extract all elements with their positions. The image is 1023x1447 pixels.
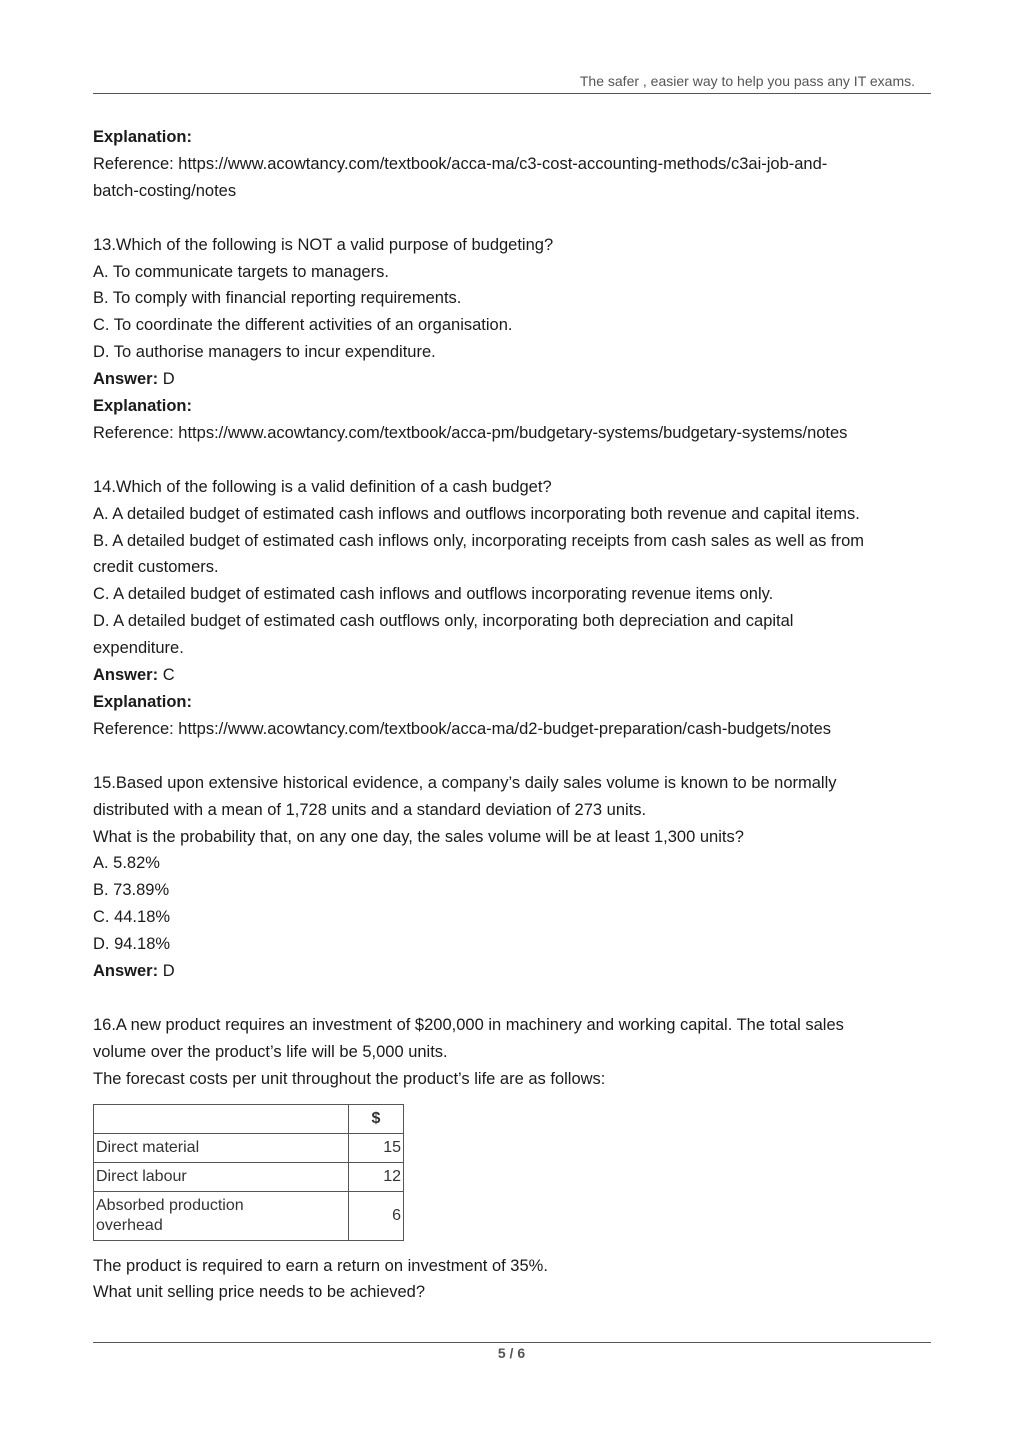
- q14-option-b-line1: B. A detailed budget of estimated cash inflows only, incorporating receipts from cash sales as well as from: [93, 531, 864, 550]
- q13-question: 13.Which of the following is NOT a valid purpose of budgeting?: [93, 235, 554, 254]
- q14-answer-label: Answer:: [93, 666, 159, 685]
- q15-answer: [93, 958, 938, 985]
- table-cell-label-line2: overhead: [96, 1216, 163, 1234]
- table-header-currency: $: [349, 1104, 404, 1133]
- q13-option-a: A. To communicate targets to managers.: [93, 262, 389, 281]
- cost-table: [93, 1104, 404, 1241]
- q16-question-line3: The forecast costs per unit throughout the product’s life are as follows:: [93, 1069, 606, 1088]
- q15-question-line1: 15.Based upon extensive historical evidence, a company’s daily sales volume is known to be normally: [93, 773, 837, 792]
- q16-question-line2: volume over the product’s life will be 5,000 units.: [93, 1042, 448, 1061]
- table-cell-label: Direct material: [94, 1133, 349, 1162]
- q13-answer-value: D: [158, 370, 175, 389]
- page-indicator: 5 / 6: [497, 1345, 526, 1361]
- q14-explanation-label: Explanation:: [93, 693, 193, 711]
- q14-answer-value: C: [158, 666, 175, 685]
- header-tagline: The safer , easier way to help you pass any IT exams.: [579, 73, 915, 89]
- q13-option-b: B. To comply with financial reporting requirements.: [93, 289, 462, 308]
- q14-option-d-line1: D. A detailed budget of estimated cash outflows only, incorporating both depreciation and capital: [93, 612, 794, 631]
- q15-option-c: C. 44.18%: [93, 908, 171, 927]
- page-content: [93, 124, 938, 1306]
- table-header-blank: [94, 1104, 349, 1133]
- q13-explanation-label: Explanation:: [93, 397, 193, 416]
- table-cell-label: Direct labour: [94, 1162, 349, 1191]
- table-cell-label-line1: Absorbed production: [96, 1196, 244, 1214]
- q15-option-a: A. 5.82%: [93, 854, 160, 873]
- footer-divider: [93, 1342, 931, 1343]
- q16-after-line1: The product is required to earn a return on investment of 35%.: [93, 1256, 548, 1275]
- q14-option-a: A. A detailed budget of estimated cash inflows and outflows incorporating both revenue and capital items.: [93, 504, 860, 523]
- q13-answer: [93, 366, 938, 393]
- q14-question: 14.Which of the following is a valid definition of a cash budget?: [93, 477, 552, 496]
- q14-option-d-line2: expenditure.: [93, 639, 184, 658]
- table-cell-label: [94, 1191, 349, 1240]
- table-row: [94, 1133, 404, 1162]
- q13-reference: Reference: https://www.acowtancy.com/textbook/acca-pm/budgetary-systems/budgetary-systems/notes: [93, 423, 848, 442]
- table-row: [94, 1162, 404, 1191]
- q14-option-b-line2: credit customers.: [93, 558, 219, 577]
- q15-answer-value: D: [158, 962, 175, 981]
- table-row: [94, 1191, 404, 1240]
- q15-question-line3: What is the probability that, on any one day, the sales volume will be at least 1,300 units?: [93, 827, 744, 846]
- q14-reference: Reference: https://www.acowtancy.com/textbook/acca-ma/d2-budget-preparation/cash-budgets/notes: [93, 719, 832, 738]
- header-divider: [93, 93, 931, 94]
- q15-option-d: D. 94.18%: [93, 935, 171, 954]
- table-cell-value: 15: [349, 1133, 404, 1162]
- q12-reference-line2: batch-costing/notes: [93, 181, 237, 200]
- q15-answer-label: Answer:: [93, 962, 159, 981]
- q13-answer-label: Answer:: [93, 370, 159, 389]
- q14-option-c: C. A detailed budget of estimated cash inflows and outflows incorporating revenue items only.: [93, 585, 774, 604]
- q12-reference-line1: Reference: https://www.acowtancy.com/textbook/acca-ma/c3-cost-accounting-methods/c3ai-job-and-: [93, 154, 828, 173]
- q13-option-d: D. To authorise managers to incur expenditure.: [93, 343, 436, 362]
- table-cell-value: 6: [349, 1191, 404, 1240]
- q15-question-line2: distributed with a mean of 1,728 units and a standard deviation of 273 units.: [93, 800, 647, 819]
- q16-after-line2: What unit selling price needs to be achieved?: [93, 1283, 426, 1302]
- q15-option-b: B. 73.89%: [93, 881, 170, 900]
- q13-option-c: C. To coordinate the different activities of an organisation.: [93, 316, 513, 335]
- table-header-row: [94, 1104, 404, 1133]
- q16-question-line1: 16.A new product requires an investment of $200,000 in machinery and working capital. The total sales: [93, 1015, 844, 1034]
- q12-explanation-label: Explanation:: [93, 128, 193, 146]
- q14-answer: [93, 662, 938, 689]
- table-cell-value: 12: [349, 1162, 404, 1191]
